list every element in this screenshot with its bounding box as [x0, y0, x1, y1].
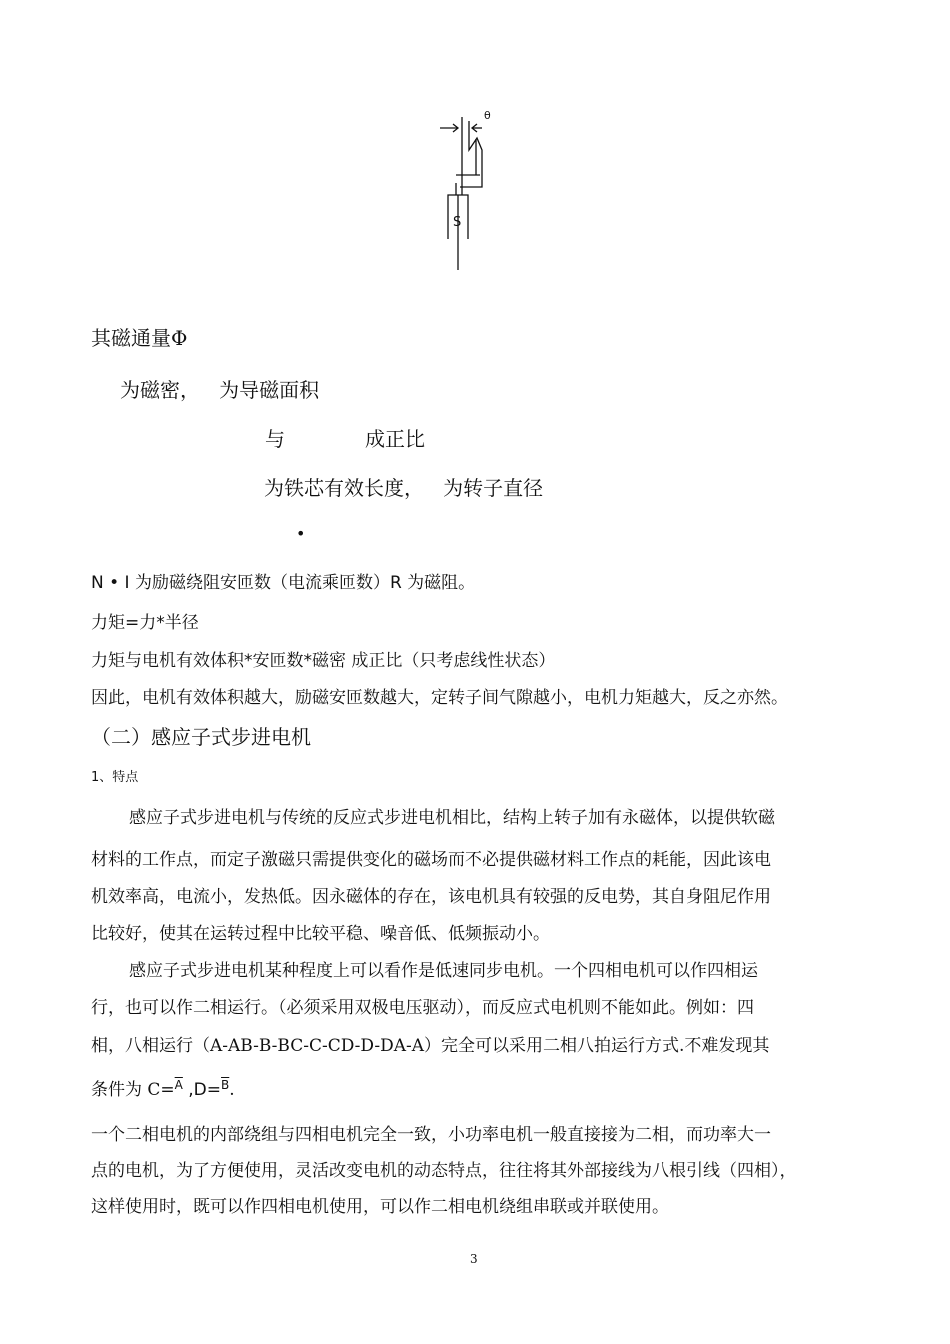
sub-heading: 1、特点: [91, 770, 139, 785]
condition-suffix: .: [229, 1080, 235, 1100]
ni-line: N • I 为励磁绕阻安匝数（电流乘匝数）R 为磁阻。: [91, 573, 476, 593]
paragraph-3-line-2: 点的电机，为了方便使用，灵活改变电机的动态特点，往往将其外部接线为八根引线（四相），: [91, 1161, 797, 1181]
variable-line-2a: 与: [265, 427, 285, 451]
s-label: S: [453, 215, 462, 230]
theta-label: θ: [484, 109, 491, 122]
rotor-tooth-figure: [420, 95, 510, 275]
paragraph-1-line-4: 比较好，使其在运转过程中比较平稳、噪音低、低频振动小。: [91, 924, 550, 944]
paragraph-1-line-1: 感应子式步进电机与传统的反应式步进电机相比，结构上转子加有永磁体，以提供软磁: [129, 808, 775, 828]
paragraph-3-line-3: 这样使用时，既可以作四相电机使用，可以作二相电机绕组串联或并联使用。: [91, 1197, 669, 1217]
variable-line-1: 为磁密， 为导磁面积: [120, 378, 320, 402]
torque-line: 力矩=力*半径: [91, 613, 199, 633]
paragraph-3-line-1: 一个二相电机的内部绕组与四相电机完全一致，小功率电机一般直接接为二相，而功率大一: [91, 1125, 771, 1145]
condition-prefix: 条件为 C=: [91, 1080, 175, 1100]
flux-title: 其磁通量Φ: [91, 326, 188, 350]
paragraph-1-line-3: 机效率高，电流小，发热低。因永磁体的存在，该电机具有较强的反电势，其自身阻尼作用: [91, 887, 771, 907]
paragraph-2-line-2: 行，也可以作二相运行。（必须采用双极电压驱动），而反应式电机则不能如此。例如：四: [91, 998, 754, 1018]
paragraph-2-line-1: 感应子式步进电机某种程度上可以看作是低速同步电机。一个四相电机可以作四相运: [129, 961, 758, 981]
paragraph-2-line-3: 相，八相运行（A-AB-B-BC-C-CD-D-DA-A）完全可以采用二相八拍运行方式.不难发现其: [91, 1036, 770, 1056]
a-bar: A: [174, 1078, 183, 1092]
b-bar: B: [221, 1078, 230, 1092]
paragraph-1-line-2: 材料的工作点，而定子激磁只需提供变化的磁场而不必提供磁材料工作点的耗能，因此该电: [91, 850, 771, 870]
section-heading: （二）感应子式步进电机: [91, 725, 311, 749]
torque-proportional-line: 力矩与电机有效体积*安匝数*磁密 成正比（只考虑线性状态）: [91, 651, 556, 671]
variable-line-2b: 成正比: [365, 427, 425, 451]
conclusion-line: 因此，电机有效体积越大，励磁安匝数越大，定转子间气隙越小，电机力矩越大，反之亦然。: [91, 688, 788, 708]
page-number: 3: [470, 1252, 478, 1266]
variable-line-3: 为铁芯有效长度， 为转子直径: [264, 476, 544, 500]
condition-mid: ,D=: [182, 1080, 222, 1100]
paragraph-2-line-4: [91, 1075, 235, 1100]
bullet-dot: •: [296, 524, 306, 543]
